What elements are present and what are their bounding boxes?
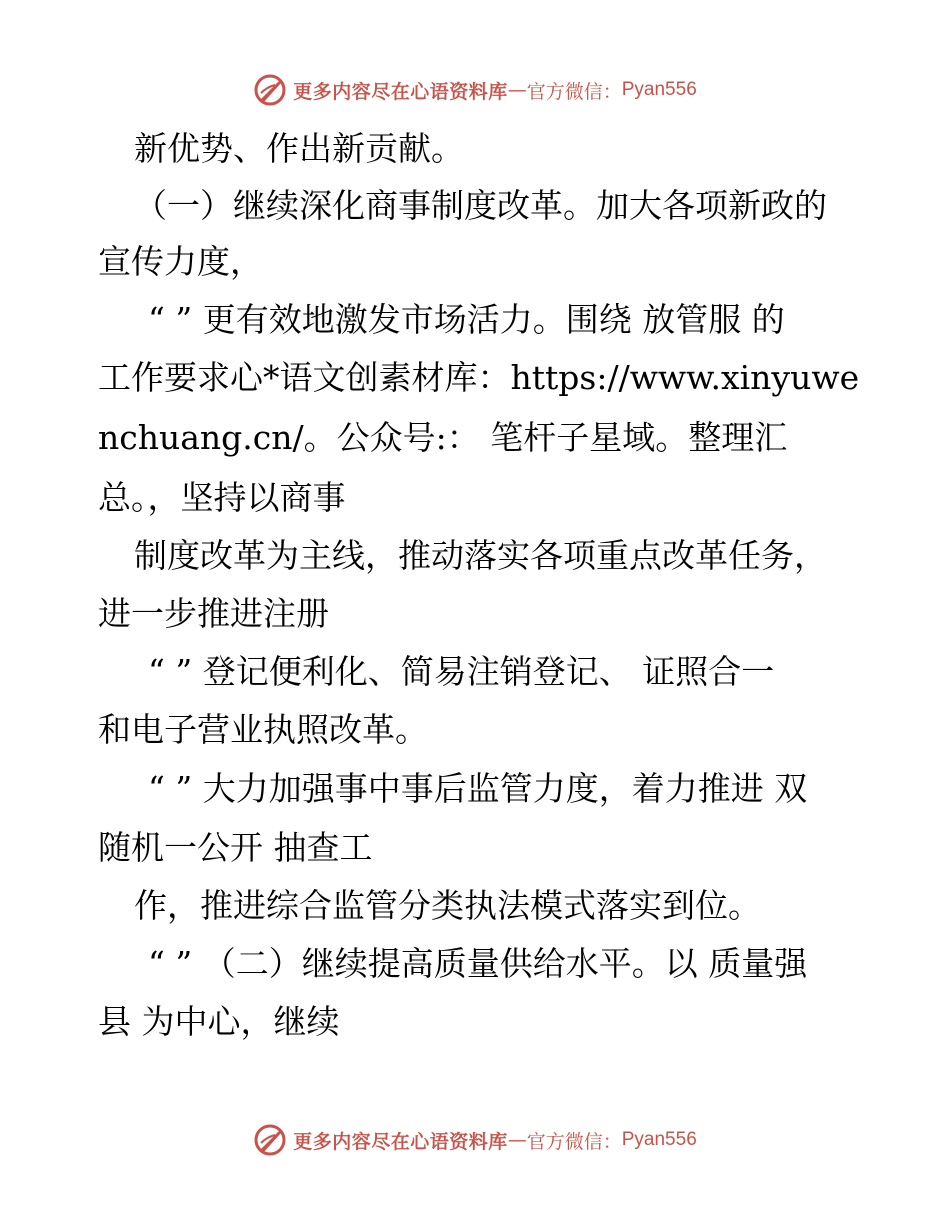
header-banner-text: 更多内容尽在心语资料库 [293,80,508,103]
body-line: 新优势、作出新贡献。 [134,129,464,168]
quill-logo-icon [253,1123,287,1157]
body-line: 工作要求心*语文创素材库：https://www.xinyuwe [98,358,860,397]
body-line: “ ” （二）继续提高质量供给水平。以 质量强 [148,944,808,983]
header-banner [0,70,950,110]
body-line: 进一步推进注册 [98,594,329,633]
footer-banner-text: 更多内容尽在心语资料库 [293,1130,508,1153]
footer-banner-official: 官方微信： [526,1130,622,1153]
body-line: 作，推进综合监管分类执法模式落实到位。 [134,886,761,925]
header-banner-official: 官方微信： [526,80,622,103]
body-line: 随机一公开 抽查工 [98,828,373,867]
body-line: 宣传力度， [98,242,263,281]
body-line: “ ” 更有效地激发市场活力。围绕 放管服 的 [148,300,785,339]
body-line: “ ” 大力加强事中事后监管力度，着力推进 双 [148,769,808,808]
footer-banner-separator: — [507,1129,527,1151]
header-banner-wechat-id: Pyan556 [621,79,697,100]
quill-logo-icon [253,73,287,107]
body-line: 总。，坚持以商事 [98,478,346,517]
header-banner-separator: — [507,79,527,101]
body-line: 县 为中心，继续 [98,1002,340,1041]
body-line: 制度改革为主线，推动落实各项重点改革任务， [134,536,827,575]
body-line: （一）继续深化商事制度改革。加大各项新政的 [134,186,827,225]
body-line: “ ” 登记便利化、简易注销登记、 证照合一 [148,652,775,691]
footer-banner [0,1120,950,1160]
body-line: 和电子营业执照改革。 [98,710,428,749]
body-line: nchuang.cn/。公众号:： 笔杆子星域。整理汇 [98,418,788,457]
footer-banner-wechat-id: Pyan556 [621,1129,697,1150]
